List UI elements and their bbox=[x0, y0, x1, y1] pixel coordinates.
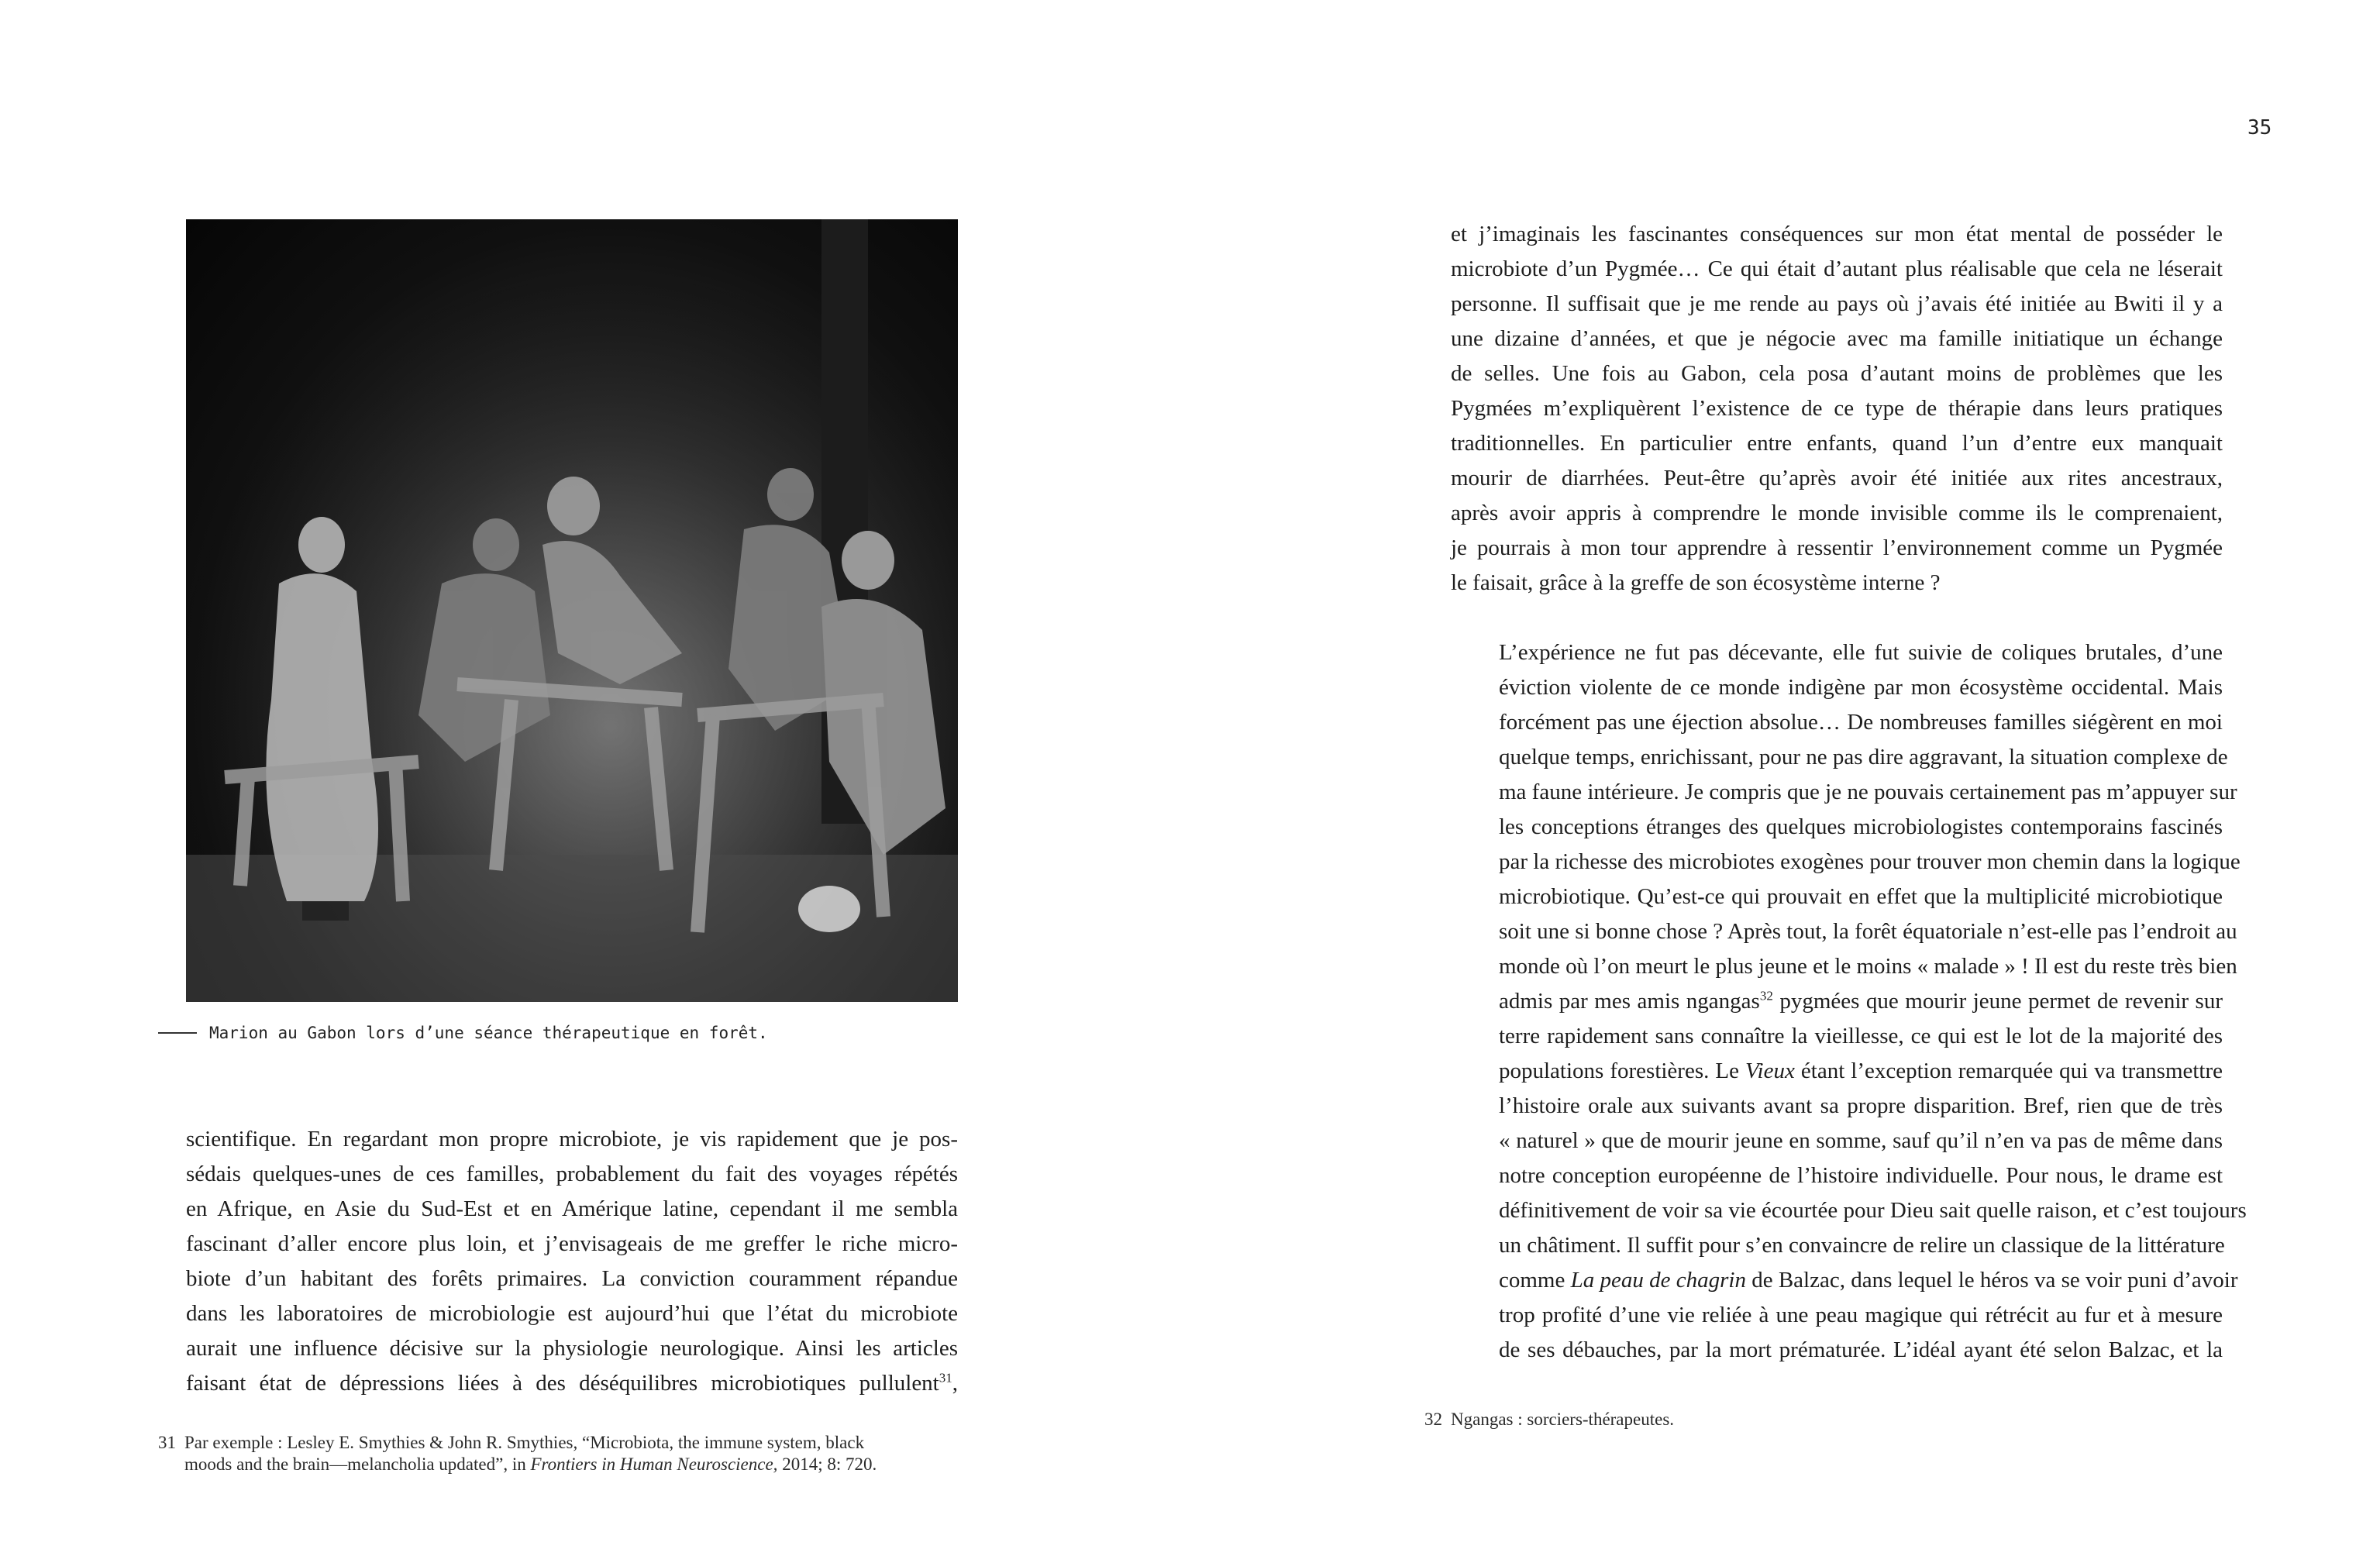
book-title: La peau de chagrin bbox=[1570, 1268, 1746, 1293]
body-line: et j’imaginais les fascinantes conséquences sur mon état mental de posséder le bbox=[1451, 222, 2223, 246]
footnote-31 bbox=[158, 1432, 972, 1475]
italic-term: Vieux bbox=[1745, 1059, 1795, 1083]
photo-caption bbox=[158, 1024, 856, 1042]
body-line: le faisait, grâce à la greffe de son écosystème interne ? bbox=[1451, 570, 1941, 595]
footnote-journal: Frontiers in Human Neuroscience, bbox=[530, 1454, 778, 1474]
body-line-with-note bbox=[1451, 984, 2223, 1019]
body-line-text: populations forestières. Le bbox=[1499, 1059, 1745, 1083]
page-number: 35 bbox=[2247, 116, 2272, 139]
body-line: une dizaine d’années, et que je négocie avec ma famille initiatique un échange bbox=[1451, 326, 2223, 351]
photograph bbox=[186, 219, 958, 1002]
body-line-with-italic bbox=[1451, 1263, 2238, 1298]
body-line-text: de Balzac, dans lequel le héros va se voir puni d’avoir bbox=[1745, 1268, 2238, 1293]
body-line-text: pygmées que mourir jeune permet de revenir sur bbox=[1772, 989, 2223, 1014]
footnote-number: 31 bbox=[158, 1433, 176, 1452]
body-line: quelque temps, enrichissant, pour ne pas dire aggravant, la situation complexe de bbox=[1499, 745, 2228, 769]
body-line: en Afrique, en Asie du Sud-Est et en Amérique latine, cependant il me sembla bbox=[186, 1196, 958, 1221]
paragraph-2 bbox=[1451, 635, 2247, 1368]
body-line-text: faisant état de dépressions liées à des déséquilibres microbiotiques pullulent bbox=[186, 1371, 939, 1396]
body-line: monde où l’on meurt le plus jeune et le moins « malade » ! Il est du reste très bien bbox=[1499, 954, 2237, 979]
footnote-number: 32 bbox=[1424, 1410, 1442, 1429]
footnote-text-a: Par exemple : Lesley E. Smythies & John R. Smythies, “Microbiota, the immune system, black bbox=[184, 1433, 865, 1452]
caption-text: Marion au Gabon lors d’une séance thérapeutique en forêt. bbox=[209, 1024, 768, 1042]
photo-illustration bbox=[186, 219, 958, 1002]
body-line: un châtiment. Il suffit pour s’en convaincre de relire un classique de la littérature bbox=[1499, 1233, 2225, 1258]
body-line: personne. Il suffisait que je me rende au pays où j’avais été initiée au Bwiti il y a bbox=[1451, 291, 2223, 316]
body-line: microbiote d’un Pygmée… Ce qui était d’autant plus réalisable que cela ne léserait bbox=[1451, 256, 2223, 281]
left-page-body bbox=[186, 1122, 958, 1401]
body-line: « naturel » que de mourir jeune en somme, sauf qu’il n’en va pas de même dans bbox=[1499, 1128, 2223, 1153]
body-line: l’histoire orale aux suivants avant sa propre disparition. Bref, rien que de très bbox=[1499, 1093, 2223, 1118]
body-line-with-note bbox=[186, 1366, 958, 1401]
right-page-body bbox=[1451, 217, 2247, 1368]
body-line: par la richesse des microbiotes exogènes pour trouver mon chemin dans la logique bbox=[1499, 849, 2241, 874]
footnote-ref-31: 31 bbox=[939, 1370, 952, 1386]
body-line: fascinant d’aller encore plus loin, et j’envisageais de me greffer le riche micro- bbox=[186, 1231, 958, 1256]
body-line-with-italic bbox=[1451, 1054, 2223, 1089]
body-line: soit une si bonne chose ? Après tout, la forêt équatoriale n’est-elle pas l’endroit au bbox=[1499, 919, 2237, 944]
body-line: trop profité d’une vie reliée à une peau magique qui rétrécit au fur et à mesure bbox=[1499, 1303, 2223, 1327]
body-line: définitivement de voir sa vie écourtée pour Dieu sait quelle raison, et c’est toujours bbox=[1499, 1198, 2247, 1223]
body-line: ma faune intérieure. Je compris que je ne pouvais certainement pas m’appuyer sur bbox=[1499, 780, 2237, 804]
footnote-text bbox=[184, 1432, 877, 1475]
body-line-text: admis par mes amis ngangas bbox=[1499, 989, 1760, 1014]
body-line: terre rapidement sans connaître la vieillesse, ce qui est le lot de la majorité des bbox=[1499, 1024, 2223, 1048]
body-line: éviction violente de ce monde indigène par mon écosystème occidental. Mais bbox=[1499, 675, 2223, 700]
body-line: aurait une influence décisive sur la physiologie neurologique. Ainsi les articles bbox=[186, 1336, 958, 1361]
paragraph-1 bbox=[1451, 217, 2223, 601]
body-line: microbiotique. Qu’est-ce qui prouvait en effet que la multiplicité microbiotique bbox=[1499, 884, 2223, 909]
caption-rule bbox=[158, 1032, 197, 1034]
footnote-text: Ngangas : sorciers-thérapeutes. bbox=[1451, 1410, 1675, 1429]
body-line: biote d’un habitant des forêts primaires. La conviction couramment répandue bbox=[186, 1266, 958, 1291]
body-line: forcément pas une éjection absolue… De nombreuses familles siégèrent en moi bbox=[1499, 710, 2223, 735]
body-line: L’expérience ne fut pas décevante, elle fut suivie de coliques brutales, d’une bbox=[1499, 640, 2223, 665]
body-line: notre conception européenne de l’histoire individuelle. Pour nous, le drame est bbox=[1499, 1163, 2223, 1188]
body-line: de ses débauches, par la mort prématurée. L’idéal ayant été selon Balzac, et la bbox=[1499, 1337, 2223, 1362]
body-line: mourir de diarrhées. Peut-être qu’après avoir été initiée aux rites ancestraux, bbox=[1451, 466, 2223, 491]
body-line: les conceptions étranges des quelques microbiologistes contemporains fascinés bbox=[1499, 814, 2223, 839]
body-line: scientifique. En regardant mon propre microbiote, je vis rapidement que je pos- bbox=[186, 1127, 958, 1152]
footnote-text-c: 2014; 8: 720. bbox=[777, 1454, 877, 1474]
body-line-text: comme bbox=[1499, 1268, 1571, 1293]
body-line-end: , bbox=[952, 1371, 958, 1396]
body-line: sédais quelques-unes de ces familles, probablement du fait des voyages répétés bbox=[186, 1162, 958, 1186]
footnote-32 bbox=[1424, 1409, 2199, 1430]
body-line: de selles. Une fois au Gabon, cela posa d’autant moins de problèmes que les bbox=[1451, 361, 2223, 386]
footnote-ref-32: 32 bbox=[1759, 988, 1773, 1003]
footnote-text-b: moods and the brain—melancholia updated”, in bbox=[184, 1454, 531, 1474]
body-line-text: étant l’exception remarquée qui va transmettre bbox=[1794, 1059, 2223, 1083]
body-line: traditionnelles. En particulier entre enfants, quand l’un d’entre eux manquait bbox=[1451, 431, 2223, 456]
body-line: je pourrais à mon tour apprendre à ressentir l’environnement comme un Pygmée bbox=[1451, 535, 2223, 560]
body-line: dans les laboratoires de microbiologie est aujourd’hui que l’état du microbiote bbox=[186, 1301, 958, 1326]
body-line: Pygmées m’expliquèrent l’existence de ce type de thérapie dans leurs pratiques bbox=[1451, 396, 2223, 421]
body-line: après avoir appris à comprendre le monde invisible comme ils le comprenaient, bbox=[1451, 501, 2223, 525]
